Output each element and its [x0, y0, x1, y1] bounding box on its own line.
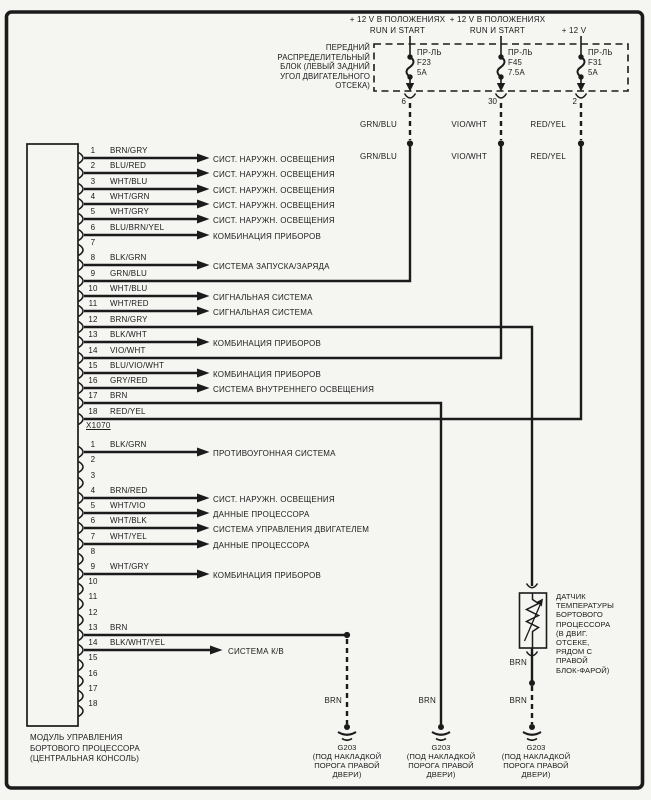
fuse-dot — [578, 54, 583, 59]
ground-loc-line: ДВЕРИ) — [426, 770, 456, 779]
fuse-id: F23 — [417, 57, 432, 67]
wire-color-label: BRN — [418, 696, 436, 705]
wire-color-label: VIO/WHT — [451, 152, 487, 161]
fuse-label-f23 — [417, 48, 442, 77]
fuse-kind: ПР-ЛЬ — [508, 48, 533, 57]
pin-number: 6 — [90, 516, 96, 525]
pin-row — [0, 360, 651, 372]
pin-number: 15 — [88, 361, 98, 370]
wire-color-label: WHT/RED — [110, 299, 149, 308]
pin-row — [0, 314, 651, 326]
destination-label: ДАННЫЕ ПРОЦЕССОРА — [213, 510, 310, 519]
wire-color-label: WHT/GRY — [110, 207, 150, 216]
pin-number: 9 — [90, 562, 96, 571]
pin-number: 5 — [90, 501, 96, 510]
wire-color-label: WHT/GRY — [110, 562, 150, 571]
ground-symbol-curves — [338, 732, 541, 735]
destination-label: СИСТ. НАРУЖН. ОСВЕЩЕНИЯ — [213, 201, 335, 210]
ground-dot — [344, 724, 350, 730]
destination-label: КОМБИНАЦИЯ ПРИБОРОВ — [213, 339, 321, 348]
fusebox-name-line: БЛОК (ЛЕВЫЙ ЗАДНИЙ — [280, 62, 370, 72]
sensor-name — [556, 592, 614, 675]
destination-label: СИСТЕМА К/В — [228, 647, 284, 656]
sensor-name-line: БОРТОВОГО — [556, 610, 603, 620]
pin-row — [0, 683, 651, 695]
pin-number: 12 — [88, 315, 98, 324]
pin-number: 3 — [90, 471, 96, 480]
pin-row — [0, 591, 651, 603]
fuse-id: F45 — [508, 57, 523, 67]
destination-label: СИСТЕМА УПРАВЛЕНИЯ ДВИГАТЕЛЕМ — [213, 525, 370, 534]
fuse-label-f31 — [588, 48, 613, 77]
destination-label: СИСТ. НАРУЖН. ОСВЕЩЕНИЯ — [213, 495, 335, 504]
wire-color-label: WHT/BLU — [110, 177, 148, 186]
wire-color-label: GRN/BLU — [360, 152, 397, 161]
sensor-name-line: ДАТЧИК — [556, 592, 586, 601]
destination-label: СИСТ. НАРУЖН. ОСВЕЩЕНИЯ — [213, 216, 335, 225]
fuse-pin-number: 6 — [401, 97, 406, 106]
pin-number: 4 — [90, 192, 96, 201]
ground-id: G203 — [431, 743, 451, 752]
pin-row — [0, 345, 651, 357]
fuse-dot — [407, 74, 412, 79]
pin-number: 5 — [90, 207, 96, 216]
pin-number: 6 — [90, 223, 96, 232]
pin-number: 1 — [90, 440, 96, 449]
fuse-dot — [498, 74, 503, 79]
ground-loc-line: ПОРОГА ПРАВОЙ — [408, 761, 474, 770]
wire-color-label: BRN — [324, 696, 342, 705]
destination-label: СИСТ. НАРУЖН. ОСВЕЩЕНИЯ — [213, 170, 335, 179]
module-name-line: МОДУЛЬ УПРАВЛЕНИЯ — [30, 733, 123, 742]
connector-label-x1070: X1070 — [86, 421, 111, 430]
ground-id: G203 — [526, 743, 546, 752]
sensor-name-line: ОТСЕКЕ, — [556, 638, 590, 648]
pin-row — [0, 576, 651, 588]
pin-row — [0, 652, 651, 664]
pin-number: 2 — [90, 161, 96, 170]
pin-number: 9 — [90, 269, 96, 278]
wire-color-label: WHT/YEL — [110, 532, 147, 541]
pin-row — [0, 607, 651, 619]
wire-color-label: BRN/RED — [110, 486, 148, 495]
module-name-line: БОРТОВОГО ПРОЦЕССОРА — [30, 743, 140, 753]
pin-number: 4 — [90, 486, 96, 495]
fuse-id: F31 — [588, 57, 603, 67]
module-name-line: (ЦЕНТРАЛЬНАЯ КОНСОЛЬ) — [30, 754, 140, 764]
ground-symbol-curves-small — [342, 739, 537, 741]
ground-loc-line: (ПОД НАКЛАДКОЙ — [406, 752, 476, 761]
ground-loc-line: ДВЕРИ) — [332, 770, 362, 779]
pin-number: 11 — [88, 592, 98, 601]
ground-label — [302, 743, 392, 779]
destination-label: СИСТ. НАРУЖН. ОСВЕЩЕНИЯ — [213, 155, 335, 164]
pin-number: 14 — [88, 346, 98, 355]
fuse-amps: 5A — [417, 67, 427, 77]
sensor-name-line: РЯДОМ С — [556, 647, 593, 657]
power-label-2-line2: RUN И START — [469, 26, 526, 35]
ground-loc-line: ДВЕРИ) — [521, 770, 551, 779]
pin-row — [0, 329, 651, 341]
ground-dot — [438, 724, 444, 730]
ground-loc-line: (ПОД НАКЛАДКОЙ — [501, 752, 571, 761]
pin-number: 15 — [88, 653, 98, 662]
destination-label: СИГНАЛЬНАЯ СИСТЕМА — [213, 293, 313, 302]
ground-loc-line: ПОРОГА ПРАВОЙ — [503, 761, 569, 770]
fuse-dot — [578, 74, 583, 79]
wire-color-label: BLU/BRN/YEL — [110, 223, 165, 232]
pin-row — [0, 470, 651, 482]
wire-color-label: BLU/VIO/WHT — [110, 361, 165, 370]
destination-label: КОМБИНАЦИЯ ПРИБОРОВ — [213, 232, 321, 241]
wire-color-label: BRN/GRY — [110, 315, 148, 324]
fuse-dot — [407, 54, 412, 59]
pin-number: 12 — [88, 608, 98, 617]
wire-color-label: RED/YEL — [530, 120, 566, 129]
destination-label: ДАННЫЕ ПРОЦЕССОРА — [213, 541, 310, 550]
pin-row — [0, 298, 651, 310]
ground-label — [396, 743, 486, 779]
pin-row — [0, 637, 651, 649]
module-name — [30, 733, 140, 765]
ground-loc-line: (ПОД НАКЛАДКОЙ — [312, 752, 382, 761]
ground-id: G203 — [337, 743, 357, 752]
power-label-2-line1: + 12 V В ПОЛОЖЕНИЯХ — [449, 15, 546, 24]
fusebox-name-line: РАСПРЕДЕЛИТЕЛЬНЫЙ — [277, 52, 370, 62]
wire-color-label: BLU/RED — [110, 161, 147, 170]
pin-number: 16 — [88, 376, 98, 385]
wire-color-label: WHT/BLK — [110, 516, 147, 525]
pin-row — [0, 237, 651, 249]
wire-color-label: BRN — [509, 658, 527, 667]
wire-color-label: BRN — [110, 623, 128, 632]
pin-number: 18 — [88, 699, 98, 708]
sensor-name-line: ПРОЦЕССОРА — [556, 619, 611, 629]
pin-row — [0, 561, 651, 573]
pin-number: 8 — [90, 253, 96, 262]
pin-number: 14 — [88, 638, 98, 647]
ground-label — [491, 743, 581, 779]
pin-number: 18 — [88, 407, 98, 416]
wire-color-label: BRN/GRY — [110, 146, 148, 155]
destination-label: ПРОТИВОУГОННАЯ СИСТЕМА — [213, 449, 336, 458]
pin-number: 10 — [88, 284, 98, 293]
sensor-name-line: БЛОК-ФАРОЙ) — [556, 665, 610, 675]
wire-color-label: RED/YEL — [110, 407, 146, 416]
pin-number: 10 — [88, 577, 98, 586]
destination-label: КОМБИНАЦИЯ ПРИБОРОВ — [213, 370, 321, 379]
pin-row — [0, 406, 651, 418]
fusebox-name-line: ПЕРЕДНИЙ — [325, 43, 370, 52]
power-label-1-line2: RUN И START — [369, 26, 426, 35]
wire-color-label: BLK/GRN — [110, 440, 147, 449]
wire-color-label: WHT/GRN — [110, 192, 150, 201]
wire-color-label: BLK/GRN — [110, 253, 147, 262]
pin-number: 7 — [90, 238, 96, 247]
pin-number: 17 — [88, 684, 98, 693]
ground-loc-line: ПОРОГА ПРАВОЙ — [314, 761, 380, 770]
pin-number: 13 — [88, 623, 98, 632]
fuse-dot — [498, 54, 503, 59]
destination-label: СИСТ. НАРУЖН. ОСВЕЩЕНИЯ — [213, 186, 335, 195]
fusebox-name — [238, 43, 370, 91]
destination-label: СИГНАЛЬНАЯ СИСТЕМА — [213, 308, 313, 317]
power-label-1-line1: + 12 V В ПОЛОЖЕНИЯХ — [349, 15, 446, 24]
pin-number: 2 — [90, 455, 96, 464]
ground-dot — [529, 724, 535, 730]
fuse-amps: 5A — [588, 67, 598, 77]
destination-label: СИСТЕМА ВНУТРЕННЕГО ОСВЕЩЕНИЯ — [213, 385, 375, 394]
destination-label: КОМБИНАЦИЯ ПРИБОРОВ — [213, 571, 321, 580]
wire-color-label: BLK/WHT/YEL — [110, 638, 166, 647]
pin-number: 17 — [88, 391, 98, 400]
pin-row — [0, 283, 651, 295]
pin-number: 3 — [90, 177, 96, 186]
wire-color-label: BRN — [110, 391, 128, 400]
power-label-3: + 12 V — [561, 26, 587, 35]
pin-number: 8 — [90, 547, 96, 556]
pin-row — [0, 619, 651, 634]
wire-color-label: BRN — [509, 696, 527, 705]
wire-color-label: VIO/WHT — [451, 120, 487, 129]
fuse-kind: ПР-ЛЬ — [417, 48, 442, 57]
fusebox-name-line: УГОЛ ДВИГАТЕЛЬНОГО — [280, 71, 370, 81]
wire-color-label: RED/YEL — [530, 152, 566, 161]
fusebox-name-line: ОТСЕКА) — [335, 81, 370, 91]
fuse-label-f45 — [508, 48, 533, 77]
wire-color-label: GRY/RED — [110, 376, 148, 385]
pin-row — [0, 665, 651, 680]
sensor-name-line: (В ДВИГ. — [556, 628, 588, 638]
wire-color-label: GRN/BLU — [360, 120, 397, 129]
wire-color-label: WHT/VIO — [110, 501, 146, 510]
fuse-amps: 7.5A — [508, 67, 525, 77]
pin-row — [0, 546, 651, 558]
pin-number: 13 — [88, 330, 98, 339]
sensor-name-line: ТЕМПЕРАТУРЫ — [556, 601, 614, 611]
fuse-pin-number: 30 — [488, 97, 497, 106]
destination-label: СИСТЕМА ЗАПУСКА/ЗАРЯДА — [213, 262, 330, 271]
pin-number: 16 — [88, 669, 98, 678]
fuse-kind: ПР-ЛЬ — [588, 48, 613, 57]
sensor-name-line: ПРАВОЙ — [556, 656, 588, 666]
wire-color-label: VIO/WHT — [110, 346, 146, 355]
pin-number: 1 — [90, 146, 96, 155]
pin-number: 7 — [90, 532, 96, 541]
wire-color-label: GRN/BLU — [110, 269, 147, 278]
wire-color-label: BLK/WHT — [110, 330, 147, 339]
pin-number: 11 — [88, 299, 98, 308]
wire-color-label: WHT/BLU — [110, 284, 148, 293]
fuse-pin-number: 2 — [572, 97, 577, 106]
